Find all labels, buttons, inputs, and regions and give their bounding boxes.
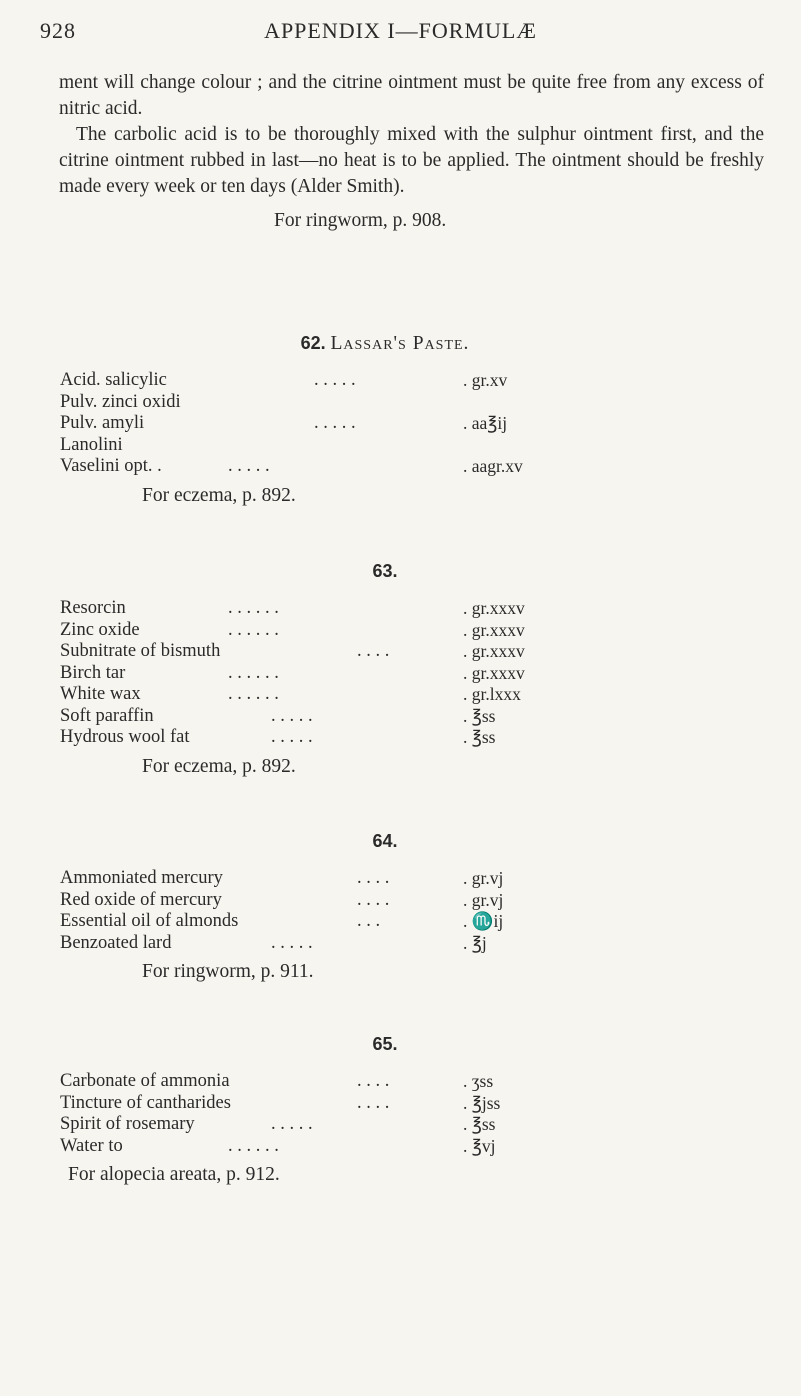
ingredient-name: Vaselini opt. . <box>60 456 162 476</box>
intro-text <box>59 70 764 234</box>
ingredient-row <box>60 1093 750 1115</box>
leader-dots: . . . . <box>357 1071 390 1091</box>
formula-usage-note: For alopecia areata, p. 912. <box>68 1164 280 1185</box>
ingredient-quantity: . ℥jss <box>463 1092 501 1113</box>
ingredient-list <box>60 1071 750 1157</box>
ingredient-name: Soft paraffin <box>60 705 154 726</box>
leader-dots: . . . . <box>357 889 390 910</box>
leader-dots: . . . . . <box>271 932 313 953</box>
ingredient-quantity: . ℥ss <box>463 705 496 726</box>
leader-dots: . . . . . <box>271 727 313 747</box>
ingredient-quantity: . ʒss <box>463 1071 494 1091</box>
ingredient-row <box>60 456 750 478</box>
leader-dots: . . . . . . <box>228 619 279 640</box>
ingredient-quantity: . ℥ss <box>463 1114 496 1134</box>
ingredient-row <box>60 911 750 933</box>
formula-usage-note: For eczema, p. 892. <box>142 484 296 506</box>
ingredient-quantity: . gr.xxxv <box>463 598 525 618</box>
ingredient-row <box>60 370 750 392</box>
ingredient-name: Ammoniated mercury <box>60 868 223 888</box>
leader-dots: . . . . <box>357 1092 390 1113</box>
ingredient-row <box>60 620 750 642</box>
ingredient-quantity: . aa℥ij <box>463 413 508 433</box>
intro-reference: For ringworm, p. 908. <box>274 210 447 231</box>
ingredient-name: Pulv. amyli <box>60 413 145 433</box>
formula-title <box>20 331 750 356</box>
leader-dots: . . . . . <box>314 413 356 433</box>
ingredient-name: Subnitrate of bismuth <box>60 641 221 661</box>
formula-name: Lassar's Paste. <box>330 333 470 354</box>
formula-title <box>20 559 750 584</box>
ingredient-quantity: . gr.xxxv <box>463 662 525 683</box>
ingredient-quantity: . ♏ij <box>463 911 504 931</box>
running-head: APPENDIX I—FORMULÆ <box>264 18 537 43</box>
ingredient-quantity: . gr.vj <box>463 889 504 910</box>
ingredient-name: Red oxide of mercury <box>60 889 222 910</box>
formula-64 <box>60 829 750 984</box>
ingredient-row <box>60 684 750 706</box>
ingredient-quantity: . ℥j <box>463 932 487 953</box>
leader-dots: . . . . . . <box>228 1135 279 1156</box>
ingredient-row <box>60 1071 750 1093</box>
ingredient-row <box>60 413 750 435</box>
formula-63 <box>60 559 750 779</box>
ingredient-row <box>60 933 750 955</box>
leader-dots: . . . <box>357 911 381 931</box>
leader-dots: . . . . . <box>314 370 356 390</box>
formula-65 <box>60 1032 750 1187</box>
ingredient-quantity: . gr.xv <box>463 370 508 390</box>
page-number: 928 <box>40 18 76 43</box>
formula-title <box>20 829 750 854</box>
intro-paragraph-1: ment will change colour ; and the citrine ointment must be quite free from any excess of nitric acid. <box>59 72 764 119</box>
formula-62 <box>60 331 750 508</box>
ingredient-list <box>60 370 750 478</box>
ingredient-quantity: . gr.xxxv <box>463 619 525 640</box>
formula-number: 63. <box>372 561 398 581</box>
formula-usage-note: For eczema, p. 892. <box>142 755 296 777</box>
leader-dots: . . . . . <box>271 705 313 726</box>
leader-dots: . . . . <box>357 641 390 661</box>
ingredient-name: Benzoated lard <box>60 932 172 953</box>
ingredient-row <box>60 1114 750 1136</box>
leader-dots: . . . . . <box>228 456 270 476</box>
ingredient-quantity: . ℥ss <box>463 727 496 747</box>
leader-dots: . . . . . . <box>228 662 279 683</box>
ingredient-row <box>60 727 750 749</box>
ingredient-name: Zinc oxide <box>60 619 140 640</box>
ingredient-row <box>60 392 750 414</box>
leader-dots: . . . . . . <box>228 684 279 704</box>
ingredient-quantity: . aagr.xv <box>463 456 523 476</box>
ingredient-name: Spirit of rosemary <box>60 1114 195 1134</box>
ingredient-name: Lanolini <box>60 434 123 455</box>
ingredient-name: Hydrous wool fat <box>60 727 190 747</box>
leader-dots: . . . . <box>357 868 390 888</box>
formula-number: 62. <box>300 333 326 353</box>
page-header <box>40 18 761 48</box>
ingredient-name: Birch tar <box>60 662 126 683</box>
ingredient-name: White wax <box>60 684 141 704</box>
ingredient-quantity: . ℥vj <box>463 1135 496 1156</box>
ingredient-row <box>60 435 750 457</box>
ingredient-row <box>60 868 750 890</box>
ingredient-name: Resorcin <box>60 598 126 618</box>
leader-dots: . . . . . . <box>228 598 279 618</box>
ingredient-row <box>60 706 750 728</box>
ingredient-name: Pulv. zinci oxidi <box>60 391 181 412</box>
formula-usage-note: For ringworm, p. 911. <box>142 961 314 982</box>
formula-title <box>20 1032 750 1057</box>
formula-number: 65. <box>372 1034 398 1054</box>
leader-dots: . . . . . <box>271 1114 313 1134</box>
ingredient-name: Essential oil of almonds <box>60 911 239 931</box>
ingredient-list <box>60 868 750 954</box>
ingredient-row <box>60 663 750 685</box>
ingredient-row <box>60 598 750 620</box>
ingredient-row <box>60 1136 750 1158</box>
intro-paragraph-2: The carbolic acid is to be thoroughly mixed with the sulphur ointment first, and the citrine ointment rubbed in last—no heat is to be applied. The ointment should be freshly made every week or ten days (Alder Smith). <box>59 124 764 197</box>
ingredient-quantity: . gr.xxxv <box>463 641 525 661</box>
formula-number: 64. <box>372 831 398 851</box>
ingredient-name: Carbonate of ammonia <box>60 1071 230 1091</box>
ingredient-name: Tincture of cantharides <box>60 1092 231 1113</box>
ingredient-list <box>60 598 750 749</box>
ingredient-quantity: . gr.lxxx <box>463 684 521 704</box>
ingredient-quantity: . gr.vj <box>463 868 504 888</box>
ingredient-row <box>60 641 750 663</box>
ingredient-name: Water to <box>60 1135 123 1156</box>
ingredient-name: Acid. salicylic <box>60 370 167 390</box>
ingredient-row <box>60 890 750 912</box>
